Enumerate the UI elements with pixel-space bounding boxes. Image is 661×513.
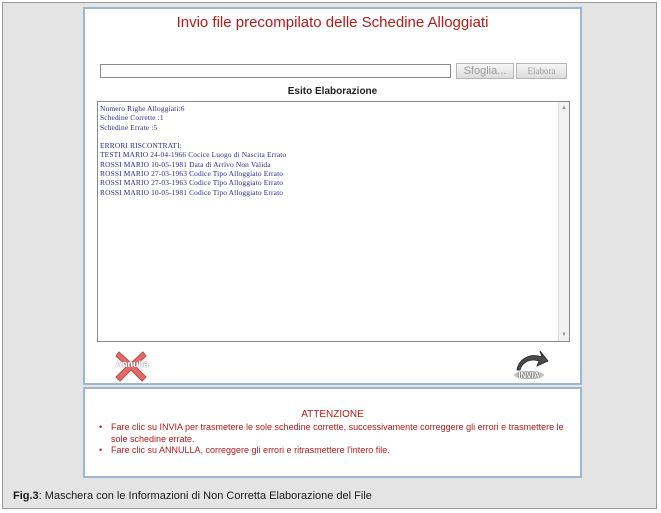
results-section-title: Esito Elaborazione [287, 86, 378, 97]
figure-frame [2, 2, 657, 509]
attention-item [95, 422, 571, 445]
figure-number: Fig.3 [13, 490, 39, 502]
bullet-icon: • [99, 445, 103, 455]
error-line: ROSSI MARIO 10-05-1981 Codice Tipo Alloggiato Errato [100, 187, 284, 197]
results-scrollbar[interactable] [558, 102, 569, 341]
cancel-button-label: Annulla [115, 359, 149, 369]
summary-line: Numero Righe Alloggiati:6 [100, 104, 185, 113]
summary-line: Schedine Errate :5 [100, 122, 158, 132]
error-line: ROSSI MARIO 10-05-1981 Data di Arrivo Non Valida [100, 159, 271, 169]
process-button[interactable]: Elabora [516, 63, 567, 79]
bullet-icon: • [99, 422, 103, 432]
attention-title: ATTENZIONE [301, 409, 364, 420]
blank-line [100, 132, 557, 141]
send-button-label: INVIA [518, 371, 540, 380]
results-content [100, 104, 557, 341]
browse-button[interactable]: Sfoglia... [456, 63, 514, 79]
results-textarea[interactable] [97, 101, 570, 342]
cancel-button[interactable] [109, 348, 155, 384]
attention-panel [83, 387, 582, 478]
error-line: ROSSI MARIO 27-03-1963 Codice Tipo Alloggiato Errato [100, 169, 284, 179]
send-button[interactable] [509, 348, 549, 384]
attention-item-text: Fare clic su ANNULLA, correggere gli errori e ritrasmettere l'intero file. [111, 445, 390, 455]
window-title: Invio file precompilato delle Schedine Alloggiati [176, 14, 489, 31]
errors-heading: ERRORI RISCONTRATI: [100, 141, 182, 151]
upload-window [83, 7, 582, 385]
summary-line: Schedine Corrette :1 [100, 113, 164, 123]
attention-list [95, 422, 571, 457]
attention-item-text: Fare clic su INVIA per trasmetere le sole schedine corrette, successivamente correggere gli errori e trasmettere le sole schedine errate. [111, 422, 564, 444]
file-path-input[interactable] [100, 64, 451, 78]
attention-item [95, 445, 571, 457]
error-line: ROSSI MARIO 27-03-1963 Codice Tipo Alloggiato Errato [100, 178, 284, 188]
error-line: TESTI MARIO 24-04-1966 Cocice Luogo di Nascita Errato [100, 150, 287, 160]
scroll-up-arrow-icon[interactable]: ▲ [561, 105, 567, 111]
figure-caption-text: : Maschera con le Informazioni di Non Corretta Elaborazione del File [38, 490, 372, 502]
scroll-down-arrow-icon[interactable]: ▼ [561, 332, 567, 338]
figure-caption [13, 490, 372, 502]
